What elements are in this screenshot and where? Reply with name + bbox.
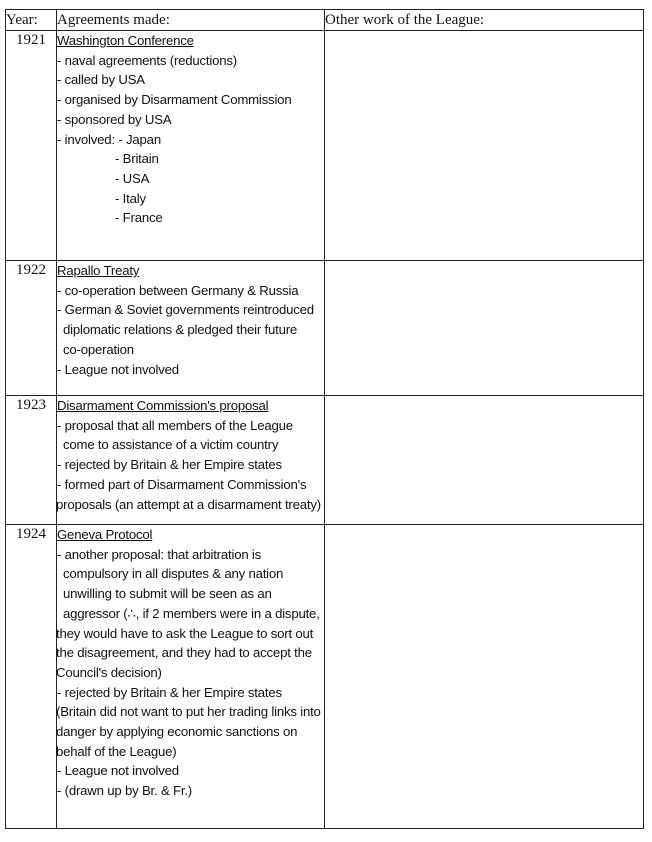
agreement-line: - naval agreements (reductions) [57, 52, 237, 68]
agreement-title: Washington Conference [57, 33, 194, 48]
agreement-line: - German & Soviet governments reintroduced [57, 302, 314, 318]
agreement-line: - rejected by Britain & her Empire states [57, 684, 282, 700]
table-row [6, 261, 644, 396]
year-cell: 1921 [6, 31, 57, 261]
agreements-cell [57, 261, 325, 396]
year-cell: 1924 [6, 525, 57, 829]
country-line: - Britain [115, 151, 159, 167]
agreement-line: proposals (an attempt at a disarmament treaty) [56, 496, 321, 512]
year-cell: 1923 [6, 396, 57, 525]
agreement-line: Council's decision) [56, 664, 162, 680]
agreement-line: - co-operation between Germany & Russia [57, 282, 299, 298]
agreement-line: - proposal that all members of the League [57, 417, 293, 433]
agreement-title: Disarmament Commission's proposal [57, 398, 269, 413]
agreement-line: they would have to ask the League to sort out [56, 625, 314, 641]
agreement-line: - League not involved [57, 361, 179, 377]
header-row [6, 10, 644, 31]
agreement-line: - called by USA [57, 72, 145, 88]
header-other-work: Other work of the League: [325, 10, 644, 31]
agreement-line: - (drawn up by Br. & Fr.) [57, 783, 192, 799]
other-work-cell [325, 396, 644, 525]
agreement-line: the disagreement, and they had to accept the [56, 645, 312, 661]
agreement-line: - organised by Disarmament Commission [57, 92, 292, 108]
other-work-cell [325, 31, 644, 261]
agreements-cell [57, 396, 325, 525]
table-row [6, 525, 644, 829]
agreement-title: Rapallo Treaty [57, 263, 140, 278]
agreement-line: - formed part of Disarmament Commission's [57, 476, 307, 492]
other-work-cell [325, 261, 644, 396]
agreement-line: - sponsored by USA [57, 111, 172, 127]
league-agreements-table [5, 9, 644, 829]
header-agreements: Agreements made: [57, 10, 325, 31]
agreement-title: Geneva Protocol [57, 527, 153, 542]
agreement-line: - rejected by Britain & her Empire states [57, 457, 282, 473]
agreement-line: - League not involved [57, 763, 179, 779]
agreement-line: danger by applying economic sanctions on [56, 724, 298, 740]
agreement-line: (Britain did not want to put her trading links into [56, 704, 321, 720]
header-year: Year: [6, 10, 57, 31]
table-row [6, 31, 644, 261]
agreement-line: behalf of the League) [56, 743, 177, 759]
agreement-line: - another proposal: that arbitration is [57, 546, 262, 562]
country-line: - Italy [115, 190, 146, 206]
agreement-line: aggressor (∴, if 2 members were in a dispute, [63, 605, 320, 621]
agreements-cell [57, 31, 325, 261]
country-line: - USA [115, 170, 150, 186]
agreement-line: - involved: - Japan [57, 131, 161, 147]
agreement-line: come to assistance of a victim country [63, 437, 279, 453]
agreement-line: compulsory in all disputes & any nation [63, 566, 284, 582]
other-work-cell [325, 525, 644, 829]
agreements-cell [57, 525, 325, 829]
agreement-line: diplomatic relations & pledged their future [63, 322, 298, 338]
agreement-line: unwilling to submit will be seen as an [63, 586, 272, 602]
country-line: - France [115, 210, 163, 226]
agreement-line: co-operation [63, 341, 134, 357]
table-row [6, 396, 644, 525]
year-cell: 1922 [6, 261, 57, 396]
